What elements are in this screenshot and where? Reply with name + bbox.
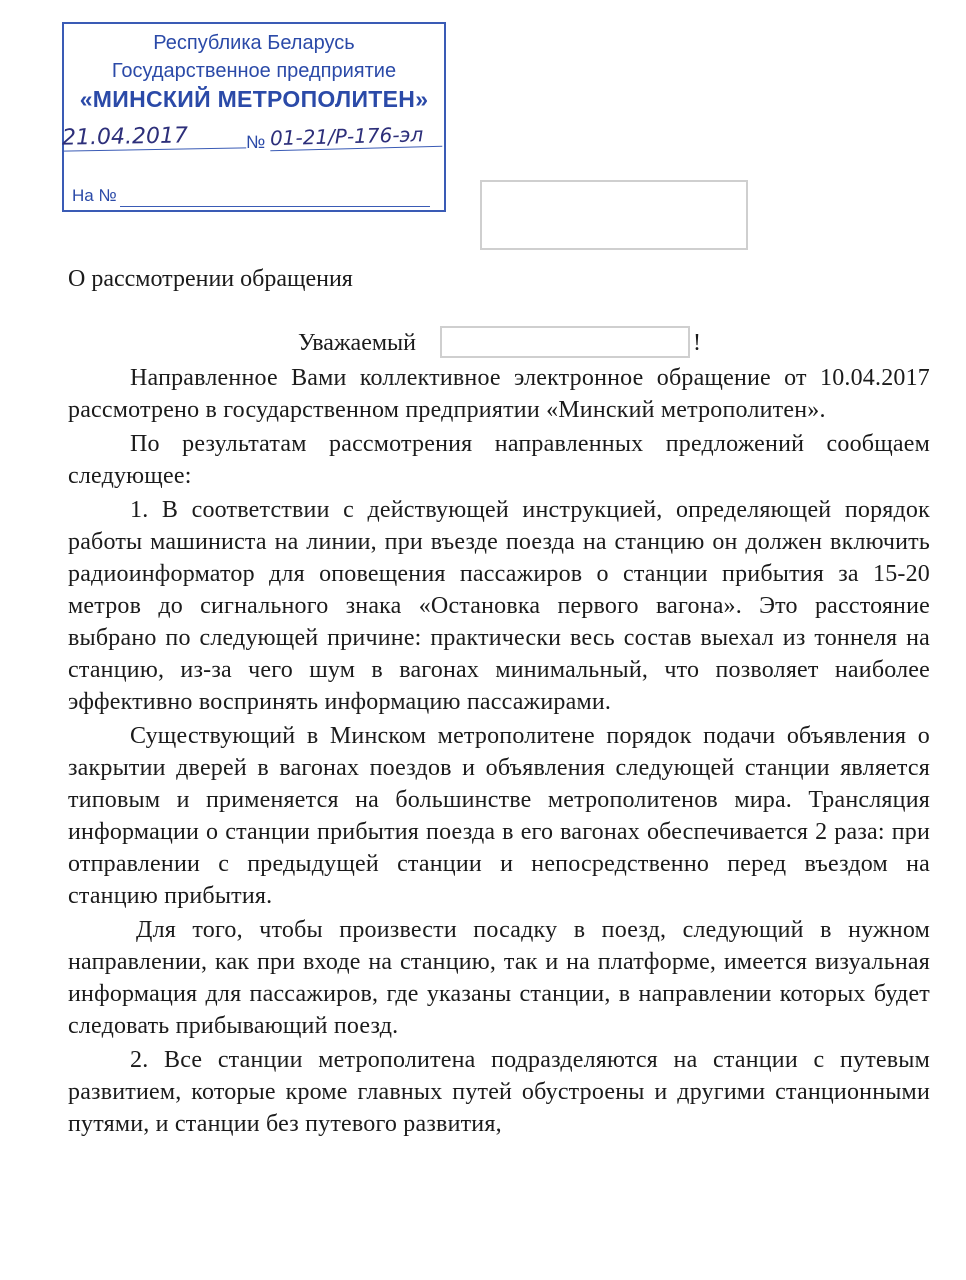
body-paragraph: Направленное Вами коллективное электронное обращение от 10.04.2017 рассмотрено в государственном предприятии «Минский метрополитен». [68,365,930,423]
stamp-number: 01-21/Р-176-эл [270,122,443,151]
body-paragraph: 2. Все станции метрополитена подразделяются на станции с путевым развитием, которые кроме главных путей обустроены и другими станционными путями, и станции без путевого развития, [68,1047,930,1137]
body-paragraph: Для того, чтобы произвести посадку в поезд, следующий в нужном направлении, как при входе на станцию, так и на платформе, имеется визуальная информация для пассажиров, где указаны станции, в направлении которых будет следовать прибывающий поезд. [68,917,930,1039]
letter-subject: О рассмотрении обращения [68,266,353,292]
greeting-exclamation: ! [693,330,701,356]
stamp-date: 21.04.2017 [62,122,246,151]
stamp-on-number-label: На № [72,186,117,205]
body-paragraph: 1. В соответствии с действующей инструкцией, определяющей порядок работы машиниста на линии, при въезде поезда на станцию он должен включить радиоинформатор для оповещения пассажиров о станции прибытия за 15-20 метров до сигнального знака «Остановка первого вагона». Это расстояние выбрано по следующей причине: практически весь состав выехал из тоннеля на станцию, из-за чего шум в вагонах минимальный, что позволяет наиболее эффективно воспринять информацию пассажирами. [68,497,930,715]
stamp-enterprise-type: Государственное предприятие [111,60,397,82]
greeting-label: Уважаемый [298,330,416,356]
redacted-addressee-box [480,180,748,250]
body-paragraph: Существующий в Минском метрополитене порядок подачи объявления о закрытии дверей в вагонах поездов и объявления следующей станции является типовым и применяется на большинстве метрополитенов мира. Трансляция информации о станции прибытия поезда в его вагонах обеспечивается 2 раза: при отправлении с предыдущей станции и непосредственно перед въездом на станцию прибытия. [68,723,930,909]
body-paragraph: По результатам рассмотрения направленных предложений сообщаем следующее: [68,431,930,489]
stamp-on-number-line [120,206,430,207]
registration-stamp [62,22,446,212]
stamp-enterprise-name: «МИНСКИЙ МЕТРОПОЛИТЕН» [79,86,429,112]
redacted-name-box [440,326,690,358]
stamp-number-label: № [246,132,266,152]
letter-body [68,362,930,1140]
stamp-country: Республика Беларусь [153,32,355,54]
